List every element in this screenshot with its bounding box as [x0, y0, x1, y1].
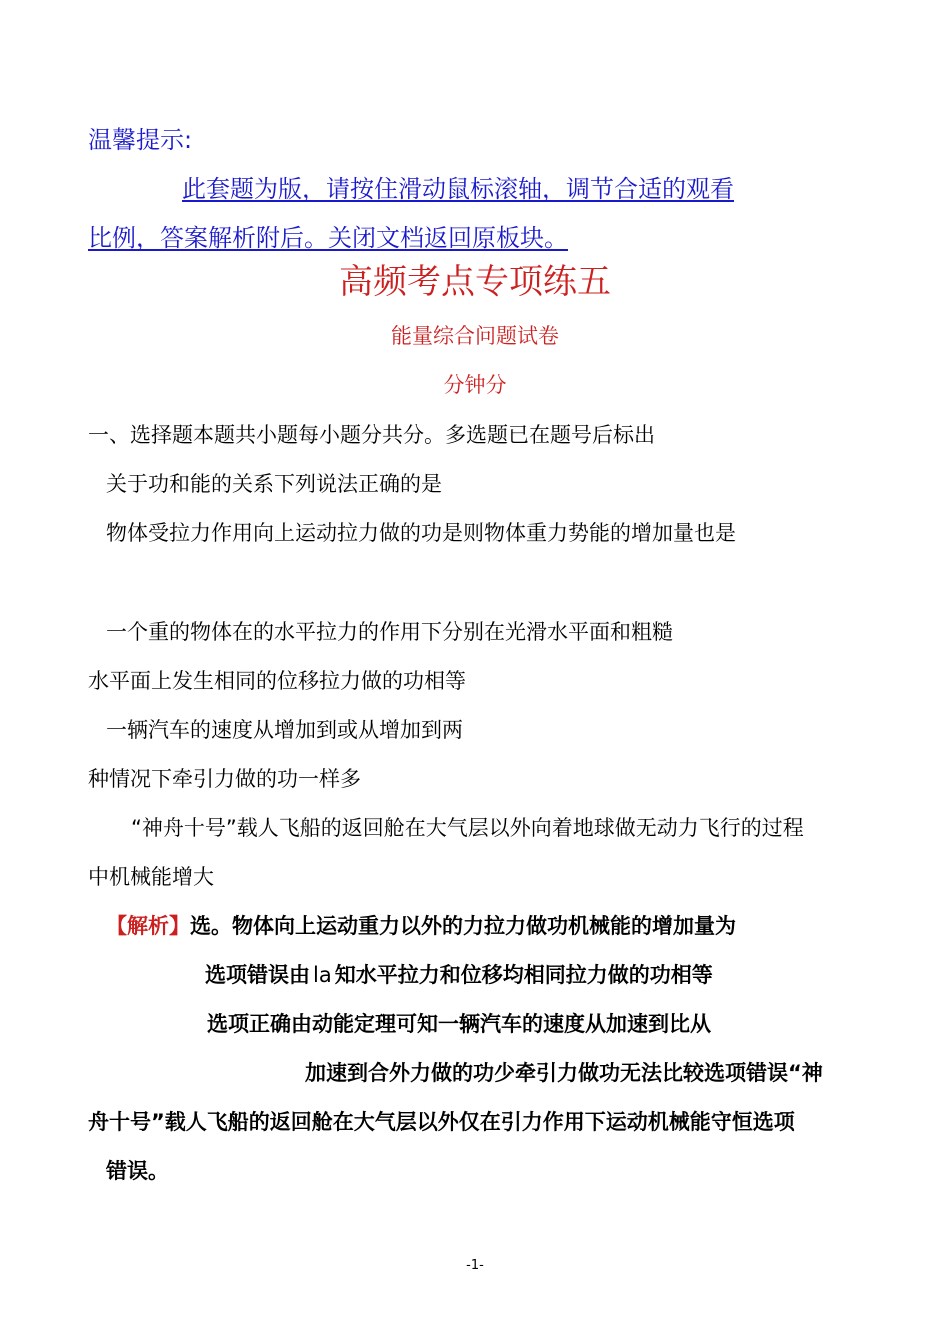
analysis-line-1 [106, 910, 736, 940]
paper-subtitle: 能量综合问题试卷 [391, 324, 559, 348]
notice-link-line-1[interactable]: 此套题为版，请按住滑动鼠标滚轴，调节合适的观看 [182, 175, 734, 203]
option-b-line-1: 一个重的物体在的水平拉力的作用下分别在光滑水平面和粗糙 [106, 620, 673, 644]
analysis-line-5: 舟十号”载人飞船的返回舱在大气层以外仅在引力作用下运动机械能守恒选项 [88, 1110, 795, 1134]
option-c-line-1: 一辆汽车的速度从增加到或从增加到两 [106, 718, 463, 742]
section-heading: 一、选择题本题共小题每小题分共分。多选题已在题号后标出 [88, 423, 655, 447]
analysis-tag: 【解析】 [106, 914, 190, 938]
analysis-line-3: 选项正确由动能定理可知一辆汽车的速度从加速到比从 [207, 1012, 711, 1036]
analysis-text-2a: 选项错误由 [205, 963, 310, 987]
notice-link-line-2[interactable]: 比例，答案解析附后。关闭文档返回原板块。 [88, 224, 568, 252]
analysis-line-2 [205, 959, 713, 989]
option-b-line-2: 水平面上发生相同的位移拉力做的功相等 [88, 669, 466, 693]
time-score: 分钟分 [443, 373, 507, 397]
page-number: -1- [466, 1258, 484, 1273]
analysis-line-4: 加速到合外力做的功少牵引力做功无法比较选项错误“神 [305, 1061, 823, 1085]
option-d-line-1: “神舟十号”载人飞船的返回舱在大气层以外向着地球做无动力飞行的过程 [131, 816, 804, 840]
notice-label: 温馨提示: [88, 126, 193, 154]
analysis-line-6: 错误。 [106, 1159, 169, 1183]
analysis-text-2b: 知水平拉力和位移均相同拉力做的功相等 [334, 963, 713, 987]
analysis-text-1: 选。物体向上运动重力以外的力拉力做功机械能的增加量为 [190, 914, 736, 938]
option-c-line-2: 种情况下牵引力做的功一样多 [88, 767, 361, 791]
analysis-symbol: la [313, 963, 332, 987]
option-a: 物体受拉力作用向上运动拉力做的功是则物体重力势能的增加量也是 [106, 521, 736, 545]
question-stem: 关于功和能的关系下列说法正确的是 [106, 472, 442, 496]
page-title: 高频考点专项练五 [339, 262, 611, 302]
option-d-line-2: 中机械能增大 [88, 865, 214, 889]
